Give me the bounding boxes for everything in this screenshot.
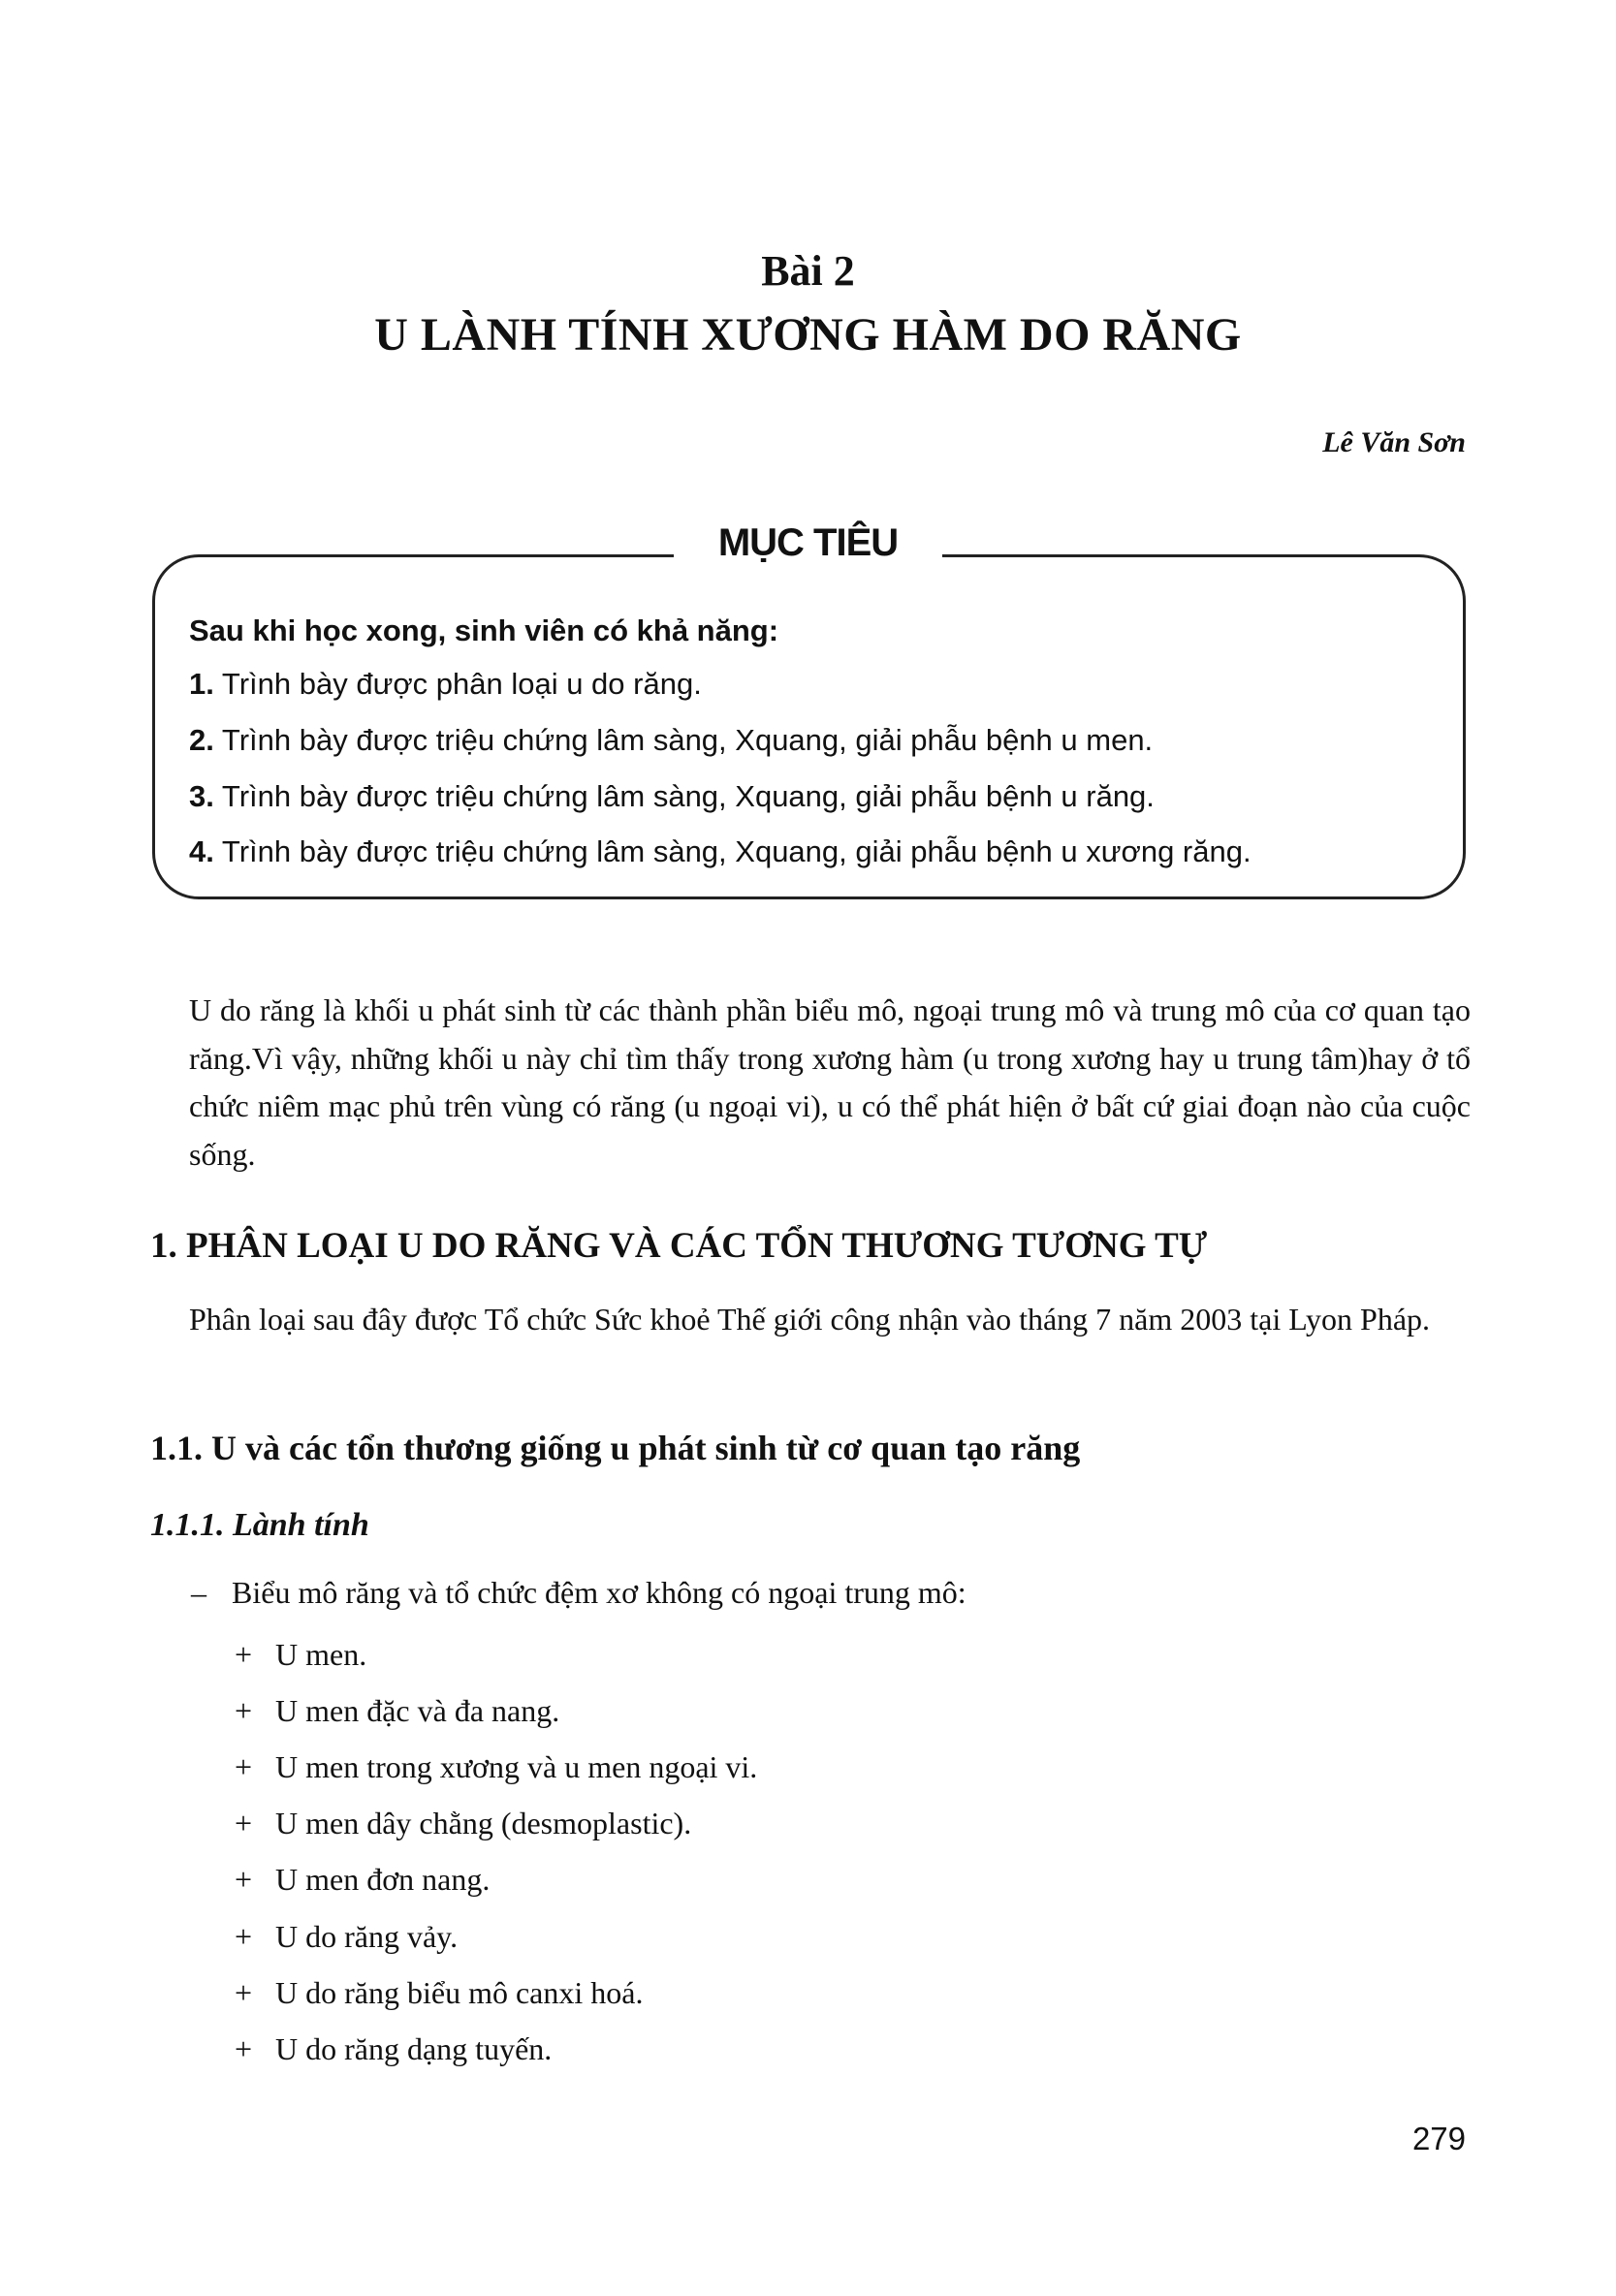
plus-list-item — [235, 1693, 559, 1729]
subsubsection-heading: 1.1.1. Lành tính — [150, 1507, 369, 1543]
objective-item — [189, 779, 1155, 814]
objectives-heading — [0, 521, 1616, 565]
objective-item — [189, 667, 702, 702]
list-item-text: U do răng vảy. — [275, 1919, 459, 1954]
section-heading: 1. PHÂN LOẠI U DO RĂNG VÀ CÁC TỔN THƯƠNG TƯƠNG TỰ — [150, 1226, 1208, 1266]
plus-bullet: + — [235, 2031, 253, 2066]
plus-bullet: + — [235, 1919, 253, 1954]
objective-number: 4. — [189, 834, 214, 868]
subsection-heading: 1.1. U và các tổn thương giống u phát sinh từ cơ quan tạo răng — [150, 1429, 1081, 1467]
objective-text: Trình bày được triệu chứng lâm sàng, Xquang, giải phẫu bệnh u men. — [213, 723, 1154, 757]
list-item-text: U men đơn nang. — [275, 1862, 491, 1897]
plus-list-item — [235, 1749, 757, 1785]
list-item-text: U do răng dạng tuyến. — [275, 2031, 553, 2066]
list-item-text: U men trong xương và u men ngoại vi. — [275, 1749, 758, 1784]
list-item-text: U men dây chằng (desmoplastic). — [275, 1806, 692, 1840]
plus-list-item — [235, 1862, 490, 1898]
page-number: 279 — [1411, 2121, 1466, 2156]
plus-list-item — [235, 2031, 552, 2067]
section-paragraph: Phân loại sau đây được Tổ chức Sức khoẻ Thế giới công nhận vào tháng 7 năm 2003 tại Lyon Pháp. — [189, 1302, 1431, 1337]
plus-bullet: + — [235, 1862, 253, 1897]
objectives-heading-text: MỤC TIÊU — [674, 521, 942, 565]
objective-number: 1. — [189, 667, 214, 701]
plus-list-item — [235, 1806, 691, 1841]
objective-number: 2. — [189, 723, 214, 757]
plus-bullet: + — [235, 1975, 253, 2010]
objective-text: Trình bày được triệu chứng lâm sàng, Xquang, giải phẫu bệnh u răng. — [213, 779, 1155, 813]
plus-list-item — [235, 1975, 643, 2011]
plus-list-item — [235, 1919, 458, 1955]
objective-number: 3. — [189, 779, 214, 813]
objective-item — [189, 723, 1153, 758]
list-item-text: Biểu mô răng và tổ chức đệm xơ không có ngoại trung mô: — [232, 1575, 966, 1610]
objectives-intro: Sau khi học xong, sinh viên có khả năng: — [189, 613, 779, 647]
plus-bullet: + — [235, 1693, 253, 1728]
list-item-text: U do răng biểu mô canxi hoá. — [275, 1975, 644, 2010]
plus-list-item — [235, 1637, 366, 1673]
plus-bullet: + — [235, 1749, 253, 1784]
list-item-text: U men. — [275, 1637, 367, 1672]
objective-text: Trình bày được triệu chứng lâm sàng, Xquang, giải phẫu bệnh u xương răng. — [213, 834, 1252, 868]
dash-bullet: – — [191, 1575, 206, 1610]
list-item-text: U men đặc và đa nang. — [275, 1693, 560, 1728]
lesson-number: Bài 2 — [761, 247, 855, 295]
lesson-title: U LÀNH TÍNH XƯƠNG HÀM DO RĂNG — [374, 309, 1242, 361]
author-name: Lê Văn Sơn — [1322, 426, 1466, 458]
intro-paragraph: U do răng là khối u phát sinh từ các thành phần biểu mô, ngoại trung mô và trung mô của cơ quan tạo răng.Vì vậy, những khối u này chỉ tìm thấy trong xương hàm (u trong xương hay u trung tâm)hay ở tổ chức niêm mạc phủ trên vùng có răng (u ngoại vi), u có thể phát hiện ở bất cứ giai đoạn nào của cuộc sống. — [189, 992, 1471, 1172]
objective-item — [189, 834, 1252, 869]
objective-text: Trình bày được phân loại u do răng. — [213, 667, 702, 701]
dash-list-item — [191, 1575, 966, 1611]
plus-bullet: + — [235, 1806, 253, 1840]
plus-bullet: + — [235, 1637, 253, 1672]
